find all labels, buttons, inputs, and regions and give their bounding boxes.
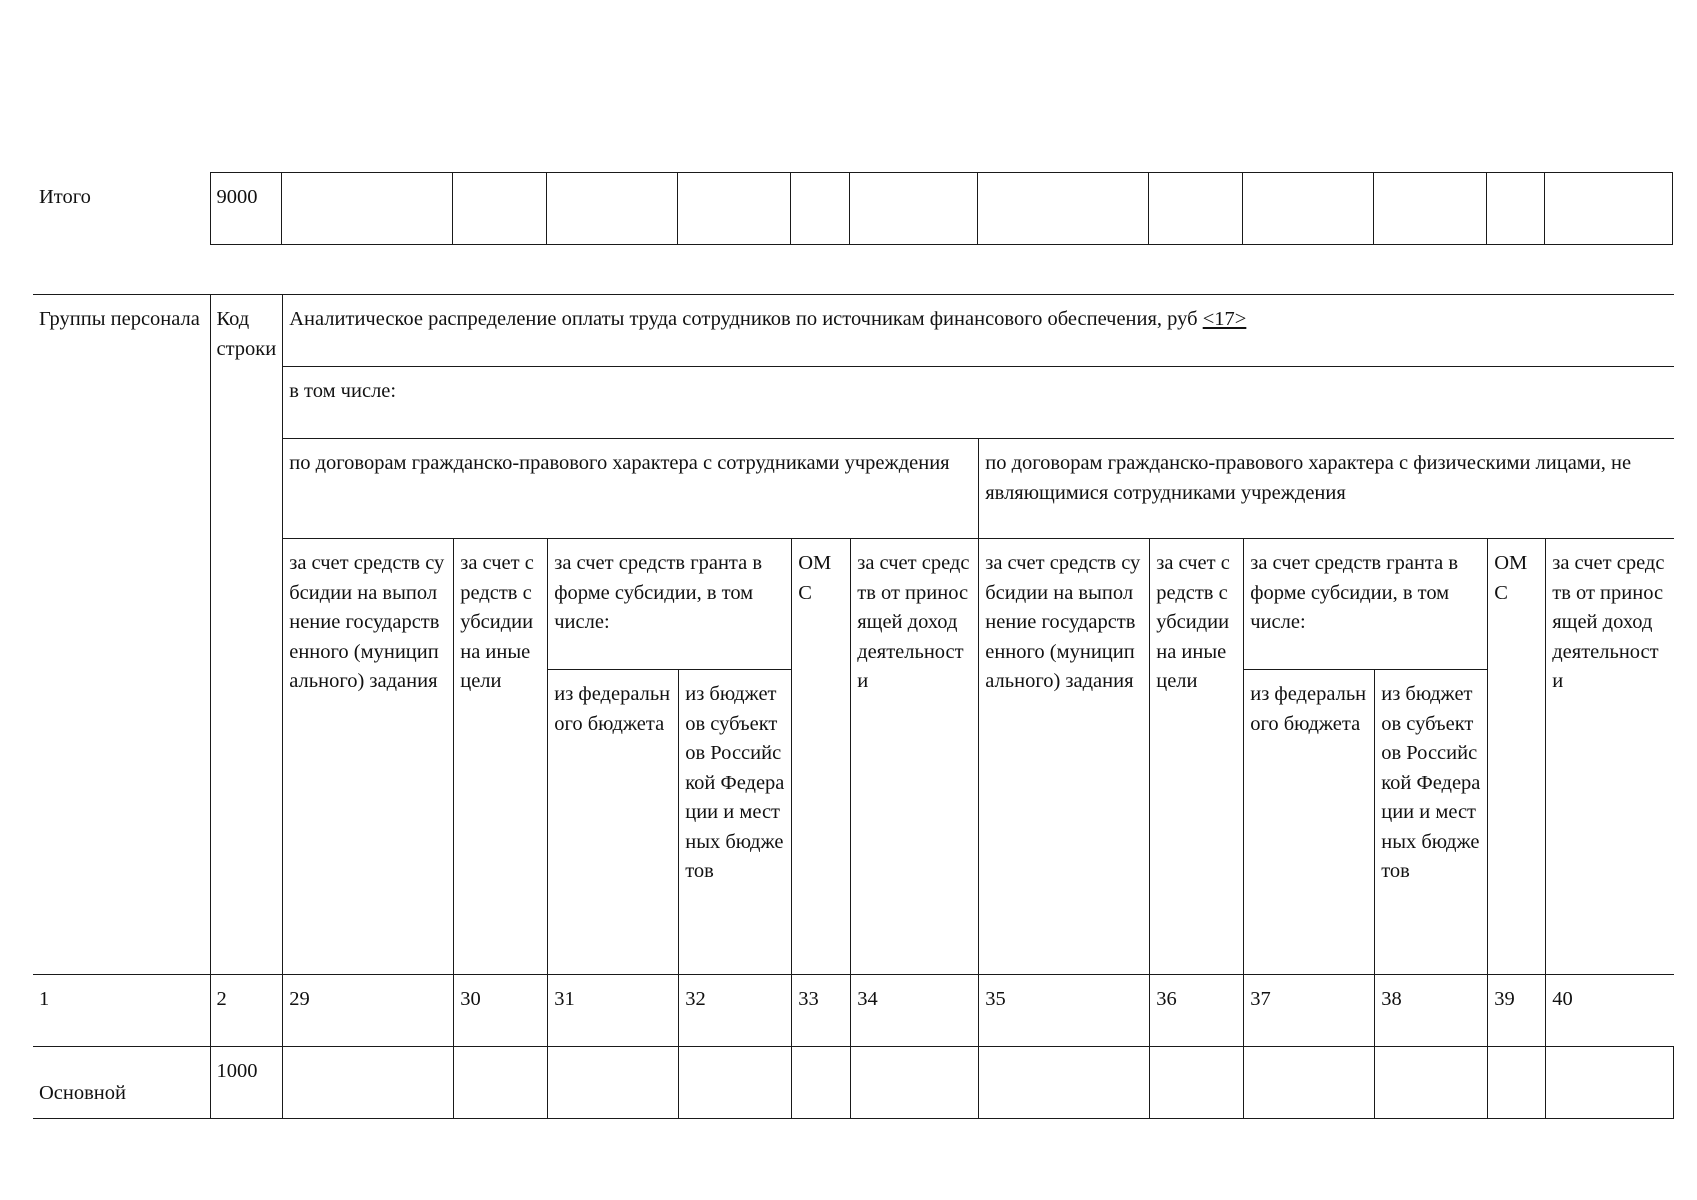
- column-number: 33: [792, 975, 851, 1047]
- header-subsidy-other: за счет средств субсидии на иные цели: [1150, 539, 1244, 975]
- column-number: 30: [454, 975, 548, 1047]
- header-federal-budget: из федерального бюджета: [548, 670, 679, 975]
- header-federal-budget: из федерального бюджета: [1244, 670, 1375, 975]
- analytic-title: Аналитическое распределение оплаты труда сотрудников по источникам финансового обеспечения, руб: [289, 308, 1198, 330]
- column-number: 2: [210, 975, 283, 1047]
- header-oms: ОМС: [1488, 539, 1546, 975]
- column-number: 40: [1546, 975, 1674, 1047]
- table-cell: [281, 173, 452, 245]
- table-cell: [851, 1047, 979, 1119]
- table-cell: [1486, 173, 1544, 245]
- main-row-label: Основной: [33, 1047, 210, 1119]
- table-cell: [548, 1047, 679, 1119]
- total-table: [33, 172, 1673, 245]
- table-cell: [546, 173, 677, 245]
- footnote-link[interactable]: <17>: [1202, 308, 1247, 330]
- table-cell: [790, 173, 849, 245]
- column-number: 39: [1488, 975, 1546, 1047]
- table-cell: [1488, 1047, 1546, 1119]
- header-oms: ОМС: [792, 539, 851, 975]
- header-regional-budgets: из бюджетов субъектов Российской Федерации и местных бюджетов: [1375, 670, 1488, 975]
- main-row-code: 1000: [210, 1047, 283, 1119]
- table-cell: [1242, 173, 1373, 245]
- total-label: Итого: [33, 173, 210, 245]
- column-number: 32: [679, 975, 792, 1047]
- total-row: [33, 173, 1672, 245]
- table-cell: [679, 1047, 792, 1119]
- column-number: 37: [1244, 975, 1375, 1047]
- main-row: [33, 1047, 1674, 1119]
- column-number: 35: [979, 975, 1150, 1047]
- column-number: 1: [33, 975, 210, 1047]
- table-cell: [454, 1047, 548, 1119]
- header-analytic: [283, 295, 1674, 367]
- table-cell: [452, 173, 546, 245]
- table-cell: [677, 173, 790, 245]
- header-gpc-employees: по договорам гражданско-правового характера с сотрудниками учреждения: [283, 439, 979, 539]
- table-cell: [1546, 1047, 1674, 1119]
- table-cell: [1244, 1047, 1375, 1119]
- table-cell: [1373, 173, 1486, 245]
- column-number: 31: [548, 975, 679, 1047]
- header-subsidy-task: за счет средств субсидии на выполнение государственного (муниципального) задания: [979, 539, 1150, 975]
- table-cell: [1544, 173, 1672, 245]
- header-regional-budgets: из бюджетов субъектов Российской Федерации и местных бюджетов: [679, 670, 792, 975]
- header-including: в том числе:: [283, 367, 1674, 439]
- total-code: 9000: [210, 173, 281, 245]
- distribution-table: [33, 294, 1674, 1119]
- table-cell: [977, 173, 1148, 245]
- header-groups: Группы персонала: [33, 295, 210, 975]
- table-cell: [979, 1047, 1150, 1119]
- header-code: Код строки: [210, 295, 283, 975]
- header-gpc-individuals: по договорам гражданско-правового характера с физическими лицами, не являющимися сотрудниками учреждения: [979, 439, 1674, 539]
- table-cell: [1375, 1047, 1488, 1119]
- column-number: 38: [1375, 975, 1488, 1047]
- column-number: 34: [851, 975, 979, 1047]
- table-cell: [1150, 1047, 1244, 1119]
- header-grant-subsidy: за счет средств гранта в форме субсидии, в том числе:: [548, 539, 792, 670]
- header-income-activity: за счет средств от приносящей доход деятельности: [851, 539, 979, 975]
- table-cell: [792, 1047, 851, 1119]
- header-income-activity: за счет средств от приносящей доход деятельности: [1546, 539, 1674, 975]
- header-subsidy-task: за счет средств субсидии на выполнение государственного (муниципального) задания: [283, 539, 454, 975]
- header-grant-subsidy: за счет средств гранта в форме субсидии, в том числе:: [1244, 539, 1488, 670]
- column-number-row: [33, 975, 1674, 1047]
- table-cell: [283, 1047, 454, 1119]
- header-row-1: [33, 295, 1674, 367]
- table-cell: [1148, 173, 1242, 245]
- column-number: 36: [1150, 975, 1244, 1047]
- header-subsidy-other: за счет средств субсидии на иные цели: [454, 539, 548, 975]
- table-cell: [849, 173, 977, 245]
- column-number: 29: [283, 975, 454, 1047]
